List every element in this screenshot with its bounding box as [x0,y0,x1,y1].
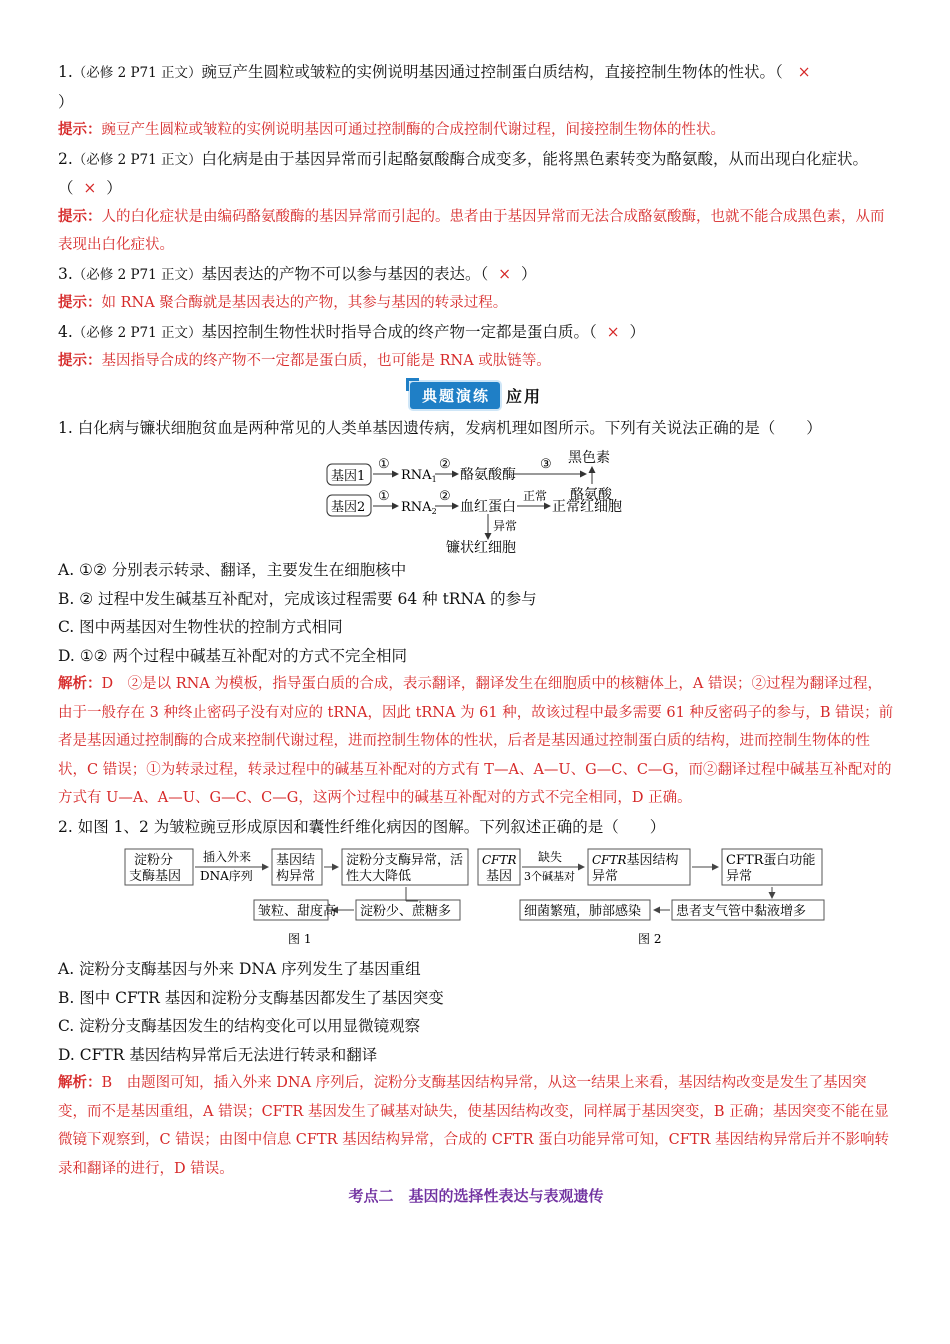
judge-item-2 [58,145,894,260]
question-1-option-b: B. ② 过程中发生碱基互补配对，完成该过程需要 64 种 tRNA 的参与 [58,589,537,608]
banner-word: 应用 [506,386,543,406]
melanin-label: 黑色素 [568,450,610,466]
question-2-stem: 2. 如图 1、2 为皱粒豌豆形成原因和囊性纤维化病因的图解。下列叙述正确的是（ ） [58,817,666,836]
gene1-label: 基因1 [331,469,366,484]
fig2-box1-line2: 基因 [486,869,513,884]
banner-box: 典题演练 [410,382,500,409]
normal-label: 正常 [523,489,548,503]
pea-cftr-diagram [120,845,830,951]
judge-statement: 1.（必修 2 P71 正文）豌豆产生圆粒或皱粒的实例说明基因通过控制蛋白质结构，直接控制生物体的性状。（ × ） [58,63,811,111]
mechanism-diagram [318,448,638,554]
gene2-label: 基因2 [331,500,366,515]
judge-statement: 2.（必修 2 P71 正文）白化病是由于基因异常而引起酪氨酸酶合成变多，能将黑色素转变为酪氨酸，从而出现白化症状。（ × ） [58,149,869,197]
fig1-box2-line1: 基因结 [276,853,316,868]
fig2-box2-line1: CFTR基因结构 [592,853,679,868]
fig2-box5: 细菌繁殖，肺部感染 [524,904,642,919]
question-1-analysis: 解析：D ②是以 RNA 为模板，指导蛋白质的合成，表示翻译，翻译发生在细胞质中的核糖体上，A 错误；②过程为翻译过程，由于一般存在 3 种终止密码子没有对应的 tRNA，因此 tRNA 为 61 种，故该过程中最多需要 61 种反密码子的参与，B 错误；前者是基因通过控制酶的合成来控制代谢过程，进而控制生物体的性状，后者是基因通过控制蛋白质的结构，进而控制生物体的性状，C 错误；①为转录过程，转录过程中的碱基互补配对的方式有 T—A、A—U、G—C、C—G，而②翻译过程中碱基互补配对的方式有 U—A、A—U、G—C、C—G，这两个过程中的碱基互补配对的方式不完全相同，D 正确。 [58,675,894,806]
fig1-box1-line2: 支酶基因 [129,869,182,884]
fig2-box3-line1: CFTR蛋白功能 [726,853,816,868]
fig1-box1-line1: 淀粉分 [134,853,174,868]
enzyme-label: 酪氨酸酶 [460,467,516,483]
hint-text: 提示：基因指导合成的终产物不一定都是蛋白质，也可能是 RNA 或肽链等。 [58,352,551,369]
sickle-cell-label: 镰状红细胞 [446,540,516,554]
fig1-box4: 淀粉少、蔗糖多 [360,904,452,919]
fig2-box1-line1: CFTR [482,853,517,867]
rna2-label: $RNA_2$ [401,500,437,516]
fig1-box5: 皱粒、甜度高 [258,904,337,919]
normal-rbc-label: 正常红细胞 [552,499,622,515]
rna1-label: $RNA_1$ [401,468,437,484]
fig2-arrow-bottom: 3个碱基对 [524,870,575,883]
hint-text: 提示：豌豆产生圆粒或皱粒的实例说明基因可通过控制酶的合成控制代谢过程，间接控制生物体的性状。 [58,121,725,138]
question-2-analysis: 解析：B 由题图可知，插入外来 DNA 序列后，淀粉分支酶基因结构异常，从这一结果上来看，基因结构改变是发生了基因突变，而不是基因重组，A 错误；CFTR 基因发生了碱基对缺失，使基因结构改变，同样属于基因突变，B 正确；基因突变不能在显微镜下观察到，C 错误；由图中信息 CFTR 基因结构异常，合成的 CFTR 蛋白功能异常可知，CFTR 基因结构异常后并不影响转录和翻译的进行，D 错误。 [58,1074,889,1177]
wrong-mark: × [606,322,620,341]
wrong-mark: × [498,264,512,283]
fig1-box3-line2: 性大大降低 [346,869,412,884]
judge-item-4 [58,318,894,376]
fig2-box2-line2: 异常 [592,869,619,884]
fig2-box3-line2: 异常 [726,869,753,884]
question-2-option-c: C. 淀粉分支酶基因发生的结构变化可以用显微镜观察 [58,1017,421,1035]
judge-statement: 4.（必修 2 P71 正文）基因控制生物性状时指导合成的终产物一定都是蛋白质。（ × ） [58,322,646,341]
question-1-option-c: C. 图中两基因对生物性状的控制方式相同 [58,618,343,636]
judge-statement: 3.（必修 2 P71 正文）基因表达的产物不可以参与基因的表达。（ × ） [58,264,537,283]
question-2-option-d: D. CFTR 基因结构异常后无法进行转录和翻译 [58,1045,378,1064]
step1-label-row2: ① [378,489,390,504]
hemoglobin-label: 血红蛋白 [460,499,516,515]
question-1-stem: 1. 白化病与镰状细胞贫血是两种常见的人类单基因遗传病，发病机理如图所示。下列有关说法正确的是（ ） [58,418,822,437]
hint-text: 提示：如 RNA 聚合酶就是基因表达的产物，其参与基因的转录过程。 [58,294,508,311]
step2-label: ② [439,457,451,472]
question-2-option-b: B. 图中 CFTR 基因和淀粉分支酶基因都发生了基因突变 [58,988,444,1007]
fig1-caption: 图 1 [288,932,312,946]
fig1-arrow-bottom: DNA序列 [200,869,253,883]
fig1-box3-line1: 淀粉分支酶异常，活 [346,853,464,868]
figure-1 [125,849,468,946]
step2-label-row2: ② [439,489,451,504]
wrong-mark: × [797,63,811,81]
question-1-option-a: A. ①② 分别表示转录、翻译，主要发生在细胞核中 [58,561,407,579]
fig1-arrow-top: 插入外来 [203,850,252,864]
section-title: 考点二 基因的选择性表达与表观遗传 [348,1187,604,1205]
fig2-arrow-top: 缺失 [538,850,563,864]
abnormal-label: 异常 [493,519,518,533]
wrong-mark: × [83,179,97,197]
step3-label: ③ [540,457,552,472]
judge-item-3 [58,260,894,318]
step1-label: ① [378,457,390,472]
tyrosine-label: 酪氨酸 [570,487,612,503]
question-2-option-a: A. 淀粉分支酶基因与外来 DNA 序列发生了基因重组 [58,960,421,978]
document-page [58,58,894,1206]
question-1-option-d: D. ①② 两个过程中碱基互补配对的方式不完全相同 [58,646,407,665]
hint-text: 提示：人的白化症状是由编码酪氨酸酶的基因异常而引起的。患者由于基因异常而无法合成酪氨酸酶，也就不能合成黑色素，从而表现出白化症状。 [58,207,885,253]
figure-2 [478,849,824,946]
judge-item-1 [58,58,894,145]
fig2-caption: 图 2 [638,932,662,946]
section-banner [58,382,894,412]
fig1-box2-line2: 构异常 [276,869,316,884]
fig2-box4: 患者支气管中黏液增多 [676,904,807,919]
